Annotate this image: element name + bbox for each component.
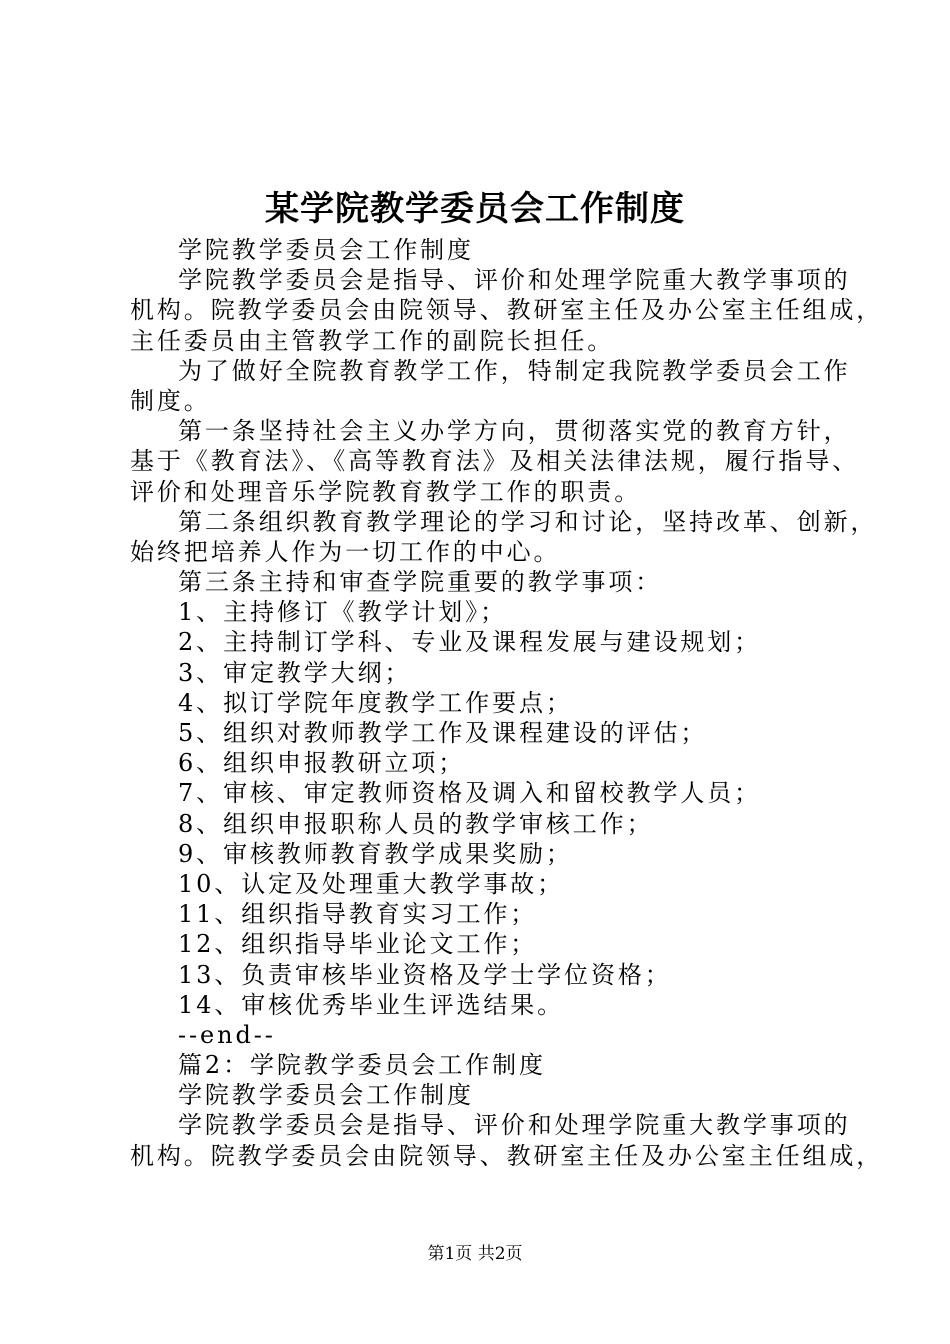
article-line: 基于《教育法》、《高等教育法》及相关法律法规，履行指导、 [130, 447, 860, 476]
section-heading: 篇2：学院教学委员会工作制度 [178, 1051, 546, 1080]
list-item: 13、负责审核毕业资格及学士学位资格； [178, 960, 672, 989]
article-line: 评价和处理音乐学院教育教学工作的职责。 [130, 477, 642, 506]
list-item: 5、组织对教师教学工作及课程建设的评估； [178, 719, 708, 747]
page-footer: 第1页 共2页 [427, 1244, 523, 1264]
list-item: 8、组织申报职称人员的教学审核工作； [178, 809, 654, 838]
paragraph-line: 主任委员由主管教学工作的副院长担任。 [130, 326, 615, 355]
paragraph-line: 学院教学委员会是指导、评价和处理学院重大教学事项的 [178, 1111, 851, 1140]
paragraph-line: 学院教学委员会工作制度 [178, 1081, 474, 1110]
article-line: 第一条坚持社会主义办学方向，贯彻落实党的教育方针， [178, 417, 851, 446]
list-item: 11、组织指导教育实习工作； [178, 900, 538, 929]
paragraph-line: 机构。院教学委员会由院领导、教研室主任及办公室主任组成， [130, 296, 884, 325]
list-item: 14、审核优秀毕业生评选结果。 [178, 990, 565, 1019]
paragraph-line: 机构。院教学委员会由院领导、教研室主任及办公室主任组成， [130, 1141, 884, 1170]
article-line: 始终把培养人作为一切工作的中心。 [130, 537, 561, 566]
paragraph-line: 为了做好全院教育教学工作，特制定我院教学委员会工作 [178, 356, 851, 385]
document-body [130, 235, 884, 1171]
list-item: 12、组织指导毕业论文工作； [178, 930, 538, 959]
paragraph-line: 学院教学委员会工作制度 [178, 236, 474, 264]
article-line: 第三条主持和审查学院重要的教学事项： [178, 568, 663, 597]
list-item: 6、组织申报教研立项； [178, 749, 466, 778]
article-line: 第二条组织教育教学理论的学习和讨论，坚持改革、创新， [178, 507, 878, 536]
list-item: 4、拟订学院年度教学工作要点； [178, 688, 573, 717]
list-item: 3、审定教学大纲； [178, 658, 412, 687]
list-item: 9、审核教师教育教学成果奖励； [178, 839, 573, 868]
paragraph-line: 学院教学委员会是指导、评价和处理学院重大教学事项的 [178, 266, 851, 295]
list-item: 10、认定及处理重大教学事故； [178, 869, 565, 898]
list-item: 2、主持制订学科、专业及课程发展与建设规划； [178, 628, 762, 657]
list-item: 7、审核、审定教师资格及调入和留校教学人员； [178, 779, 762, 808]
document-title: 某学院教学委员会工作制度 [265, 189, 685, 229]
end-marker: --end-- [178, 1020, 276, 1049]
list-item: 1、主持修订《教学计划》； [178, 598, 507, 627]
paragraph-line: 制度。 [130, 386, 211, 415]
